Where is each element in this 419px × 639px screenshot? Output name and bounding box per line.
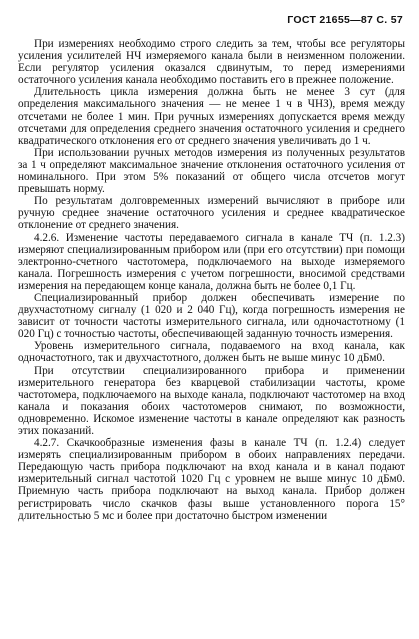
paragraph-section-4-2-7: 4.2.7. Скачкообразные изменения фазы в канале ТЧ (п. 1.2.4) следует измерять специализированным прибором в обоих направлениях передачи. Передающую часть прибора подключают на вход канала и в канал подают измерительный сигнал частотой 1020 Гц с уровнем не выше минус 10 дБм0. Приемную часть прибора подключают на выход канала. Прибор должен регистрировать число скачков фазы выше установленного порога 15° длительностью 5 мс и более при достаточно быстром изменении: [18, 437, 405, 522]
paragraph-long-term-results: По результатам долговременных измерений вычисляют в приборе или ручную среднее значение остаточного усиления и среднее квадратическое отклонение от среднего значения.: [18, 195, 405, 232]
paragraph-signal-level: Уровень измерительного сигнала, подаваемого на вход канала, как одночастотного, так и двухчастотного, должен быть не выше минус 10 дБм0.: [18, 340, 405, 365]
paragraph-special-device: Специализированный прибор должен обеспечивать измерение по двухчастотному сигналу (1 020 и 2 040 Гц), когда погрешность измерения не зависит от точности частоты измерительного сигнала, или одночастотному (1 020 Гц) с точностью частоты, обеспечивающей заданную точность измерения.: [18, 291, 405, 341]
paragraph-section-4-2-6: 4.2.6. Изменение частоты передаваемого сигнала в канале ТЧ (п. 1.2.3) измеряют специализированным прибором или (при его отсутствии) при помощи электронно-счетного частотомера, подключаемого на выходе измеряемого канала. Погрешность измерения с учетом погрешности, вносимой средствами измерения на передающем конце канала, должна быть не более 0,1 Гц.: [18, 231, 405, 292]
paragraph-gain-regulators: При измерениях необходимо строго следить за тем, чтобы все регуляторы усиления усилителей НЧ измеряемого канала были в неизменном положении. Если регулятор усиления оказался сдвинутым, то перед измерениями остаточного усиления канала необходимо поставить его в прежнее положение.: [18, 38, 405, 87]
paragraph-manual-methods: При использовании ручных методов измерения из полученных результатов за 1 ч определяют максимальное значение отклонения остаточного усиления от номинального. При этом 5% показаний от общего числа отсчетов могут превышать норму.: [18, 146, 405, 196]
page-header: ГОСТ 21655—87 С. 57: [287, 14, 403, 26]
paragraph-measurement-cycle: Длительность цикла измерения должна быть не менее 3 сут (для определения максимального значения — не менее 1 ч в ЧНЗ), время между отсчетами не более 1 мин. При ручных измерениях допускается время между отсчетами для определения среднего значения остаточного усиления и среднего квадратического отклонения его от среднего значения увеличивать до 1 ч.: [18, 86, 405, 147]
paragraph-no-special-device: При отсутствии специализированного прибора и применении измерительного генератора без кварцевой стабилизации частоты, кроме частотомера, подключаемого на выходе канала, подключают частотомер на вход канала и показания обоих частотомеров снимают, по возможности, одновременно. Искомое изменение частоты в канале определяют как разность этих показаний.: [18, 364, 405, 437]
